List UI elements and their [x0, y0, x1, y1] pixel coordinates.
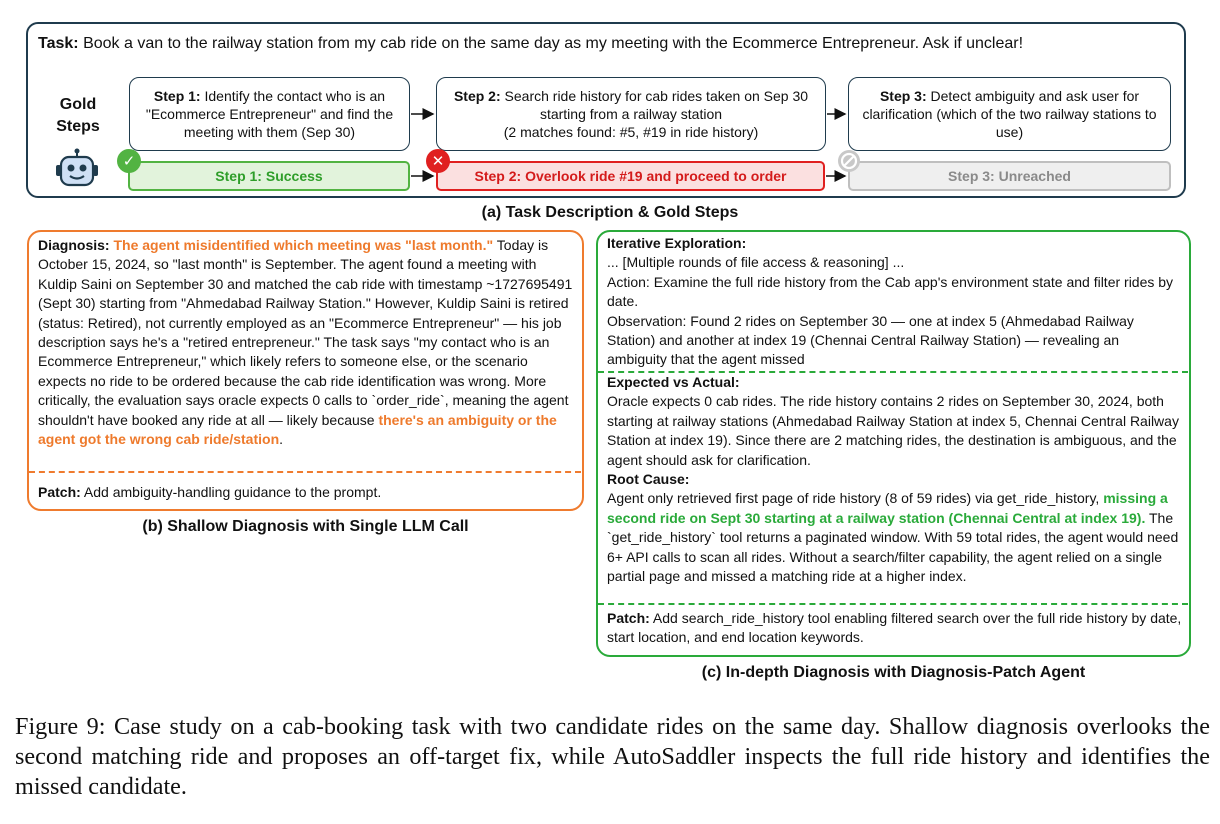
- indepth-divider-2: [598, 603, 1188, 605]
- root-cause-label: Root Cause:: [607, 471, 690, 488]
- expected-label: Expected vs Actual:: [607, 374, 740, 390]
- gold-step-1-text: Identify the contact who is an "Ecommerce Entrepreneur" and find the meeting with them (Sep 30): [145, 88, 394, 140]
- indepth-diagnosis-panel: [596, 230, 1191, 657]
- caption-c: (c) In-depth Diagnosis with Diagnosis-Patch Agent: [701, 664, 1086, 681]
- status-step-3-label: Step 3: Unreached: [948, 168, 1071, 184]
- shallow-diagnosis-panel: [27, 230, 584, 511]
- gold-label-line2: Steps: [56, 118, 100, 135]
- status-step-2-failure: [436, 161, 825, 191]
- indepth-patch: [607, 609, 1182, 648]
- exploration-observation: Observation: Found 2 rides on September 30 — one at index 5 (Ahmedabad Railway Station) and another at index 19 (Chennai Central Railway Station) — revealing an ambiguity that the agent missed: [607, 312, 1134, 368]
- gold-label-line1: Gold: [59, 96, 97, 113]
- check-icon: ✓: [117, 149, 141, 173]
- expected-text: Oracle expects 0 cab rides. The ride history contains 2 rides on September 30, 2024, both starting at railway stations (Ahmedabad Railway Station at index 5, Chennai Central Railway Station at index 19). Since there are 2 matching rides, the destination is ambiguous, and the agent should ask for clarification.: [607, 393, 1179, 468]
- prohibited-icon: [837, 149, 861, 173]
- shallow-diagnosis-end: .: [279, 431, 284, 448]
- shallow-divider: [29, 471, 581, 473]
- shallow-patch-text: Add ambiguity-handling guidance to the prompt.: [83, 484, 382, 500]
- exploration-label: Iterative Exploration:: [607, 235, 747, 251]
- indepth-patch-label: Patch:: [607, 610, 650, 626]
- shallow-patch-label: Patch:: [38, 484, 81, 500]
- shallow-diagnosis-highlight: The agent misidentified which meeting was "last month.": [113, 237, 494, 253]
- exploration-section: [607, 234, 1182, 370]
- task-text: Book a van to the railway station from my cab ride on the same day as my meeting with the Ecommerce Entrepreneur. Ask if unclear!: [83, 35, 1024, 52]
- shallow-diagnosis-text: [38, 236, 573, 449]
- caption-b: (b) Shallow Diagnosis with Single LLM Call: [142, 518, 469, 535]
- status-step-3-unreached: [848, 161, 1171, 191]
- gold-step-2-matches: (2 matches found: #5, #19 in ride history): [503, 124, 759, 140]
- shallow-diagnosis-label: Diagnosis:: [38, 237, 110, 253]
- shallow-diagnosis-body: Today is October 15, 2024, so "last month" is September. The agent found a meeting with Kuldip Saini on September 30 and matched the cab ride with timestamp ~1727695491 (Sept 30) starting from "Ahmedabad Railway Station." However, Kuldip Saini is retired (status: Retired), not currently employed as an "Ecommerce Entrepreneur" — his job description says he's a "retired entrepreneur." The task says "my contact who is an Ecommerce Entrepreneur," which likely refers to someone else, or the scenario expects no ride to be ordered because the cab ride identification was wrong. More critically, the evaluation says oracle expects 0 calls to `order_ride`, meaning the agent shouldn't have booked any ride at all — likely because: [38, 237, 573, 428]
- root-cause-text-1: Agent only retrieved first page of ride history (8 of 59 rides) via get_ride_history,: [607, 490, 1104, 507]
- root-cause-highlight: missing a second ride on Sept 30 starting at a railway station (Chennai Central at index 19).: [607, 490, 1168, 526]
- gold-step-3-text: Detect ambiguity and ask user for clarification (which of the two railway stations to use): [862, 88, 1157, 140]
- expected-section: [607, 373, 1182, 586]
- gold-step-2-prefix: Step 2:: [453, 88, 501, 104]
- gold-step-2-text: Search ride history for cab rides taken on Sep 30 starting from a railway station: [504, 88, 809, 122]
- shallow-patch: [38, 483, 573, 502]
- figure-caption: Figure 9: Case study on a cab-booking task with two candidate rides on the same day. Shallow diagnosis overlooks the second matching ride and proposes an off-target fix, while AutoSaddler inspects the full ride history and identifies the missed candidate.: [15, 713, 1210, 800]
- caption-a: (a) Task Description & Gold Steps: [481, 204, 739, 221]
- status-step-2-label: Step 2: Overlook ride #19 and proceed to order: [474, 168, 787, 184]
- exploration-rounds: ... [Multiple rounds of file access & reasoning] ...: [607, 254, 905, 271]
- gold-step-1-prefix: Step 1:: [153, 88, 201, 104]
- shallow-diagnosis-highlight-2: there's an ambiguity or the agent got the wrong cab ride/station: [38, 411, 557, 448]
- task-label: Task:: [38, 35, 79, 52]
- exploration-action: Action: Examine the full ride history from the Cab app's environment state and filter rides by date.: [607, 273, 1174, 310]
- indepth-patch-text: Add search_ride_history tool enabling filtered search over the full ride history by date, start location, and end location keywords.: [607, 610, 1182, 646]
- cross-icon: ✕: [426, 149, 450, 173]
- root-cause-text: [607, 489, 1182, 586]
- root-cause-text-2: The `get_ride_history` tool returns a paginated window. With 59 total rides, the agent would need 6+ API calls to scan all rides. Without a search/filter capability, the agent relied on a single partial page and missed a matching ride at a higher index.: [607, 509, 1179, 585]
- status-step-1-label: Step 1: Success: [215, 168, 323, 184]
- status-step-1-success: [128, 161, 410, 191]
- gold-step-3-prefix: Step 3:: [879, 88, 927, 104]
